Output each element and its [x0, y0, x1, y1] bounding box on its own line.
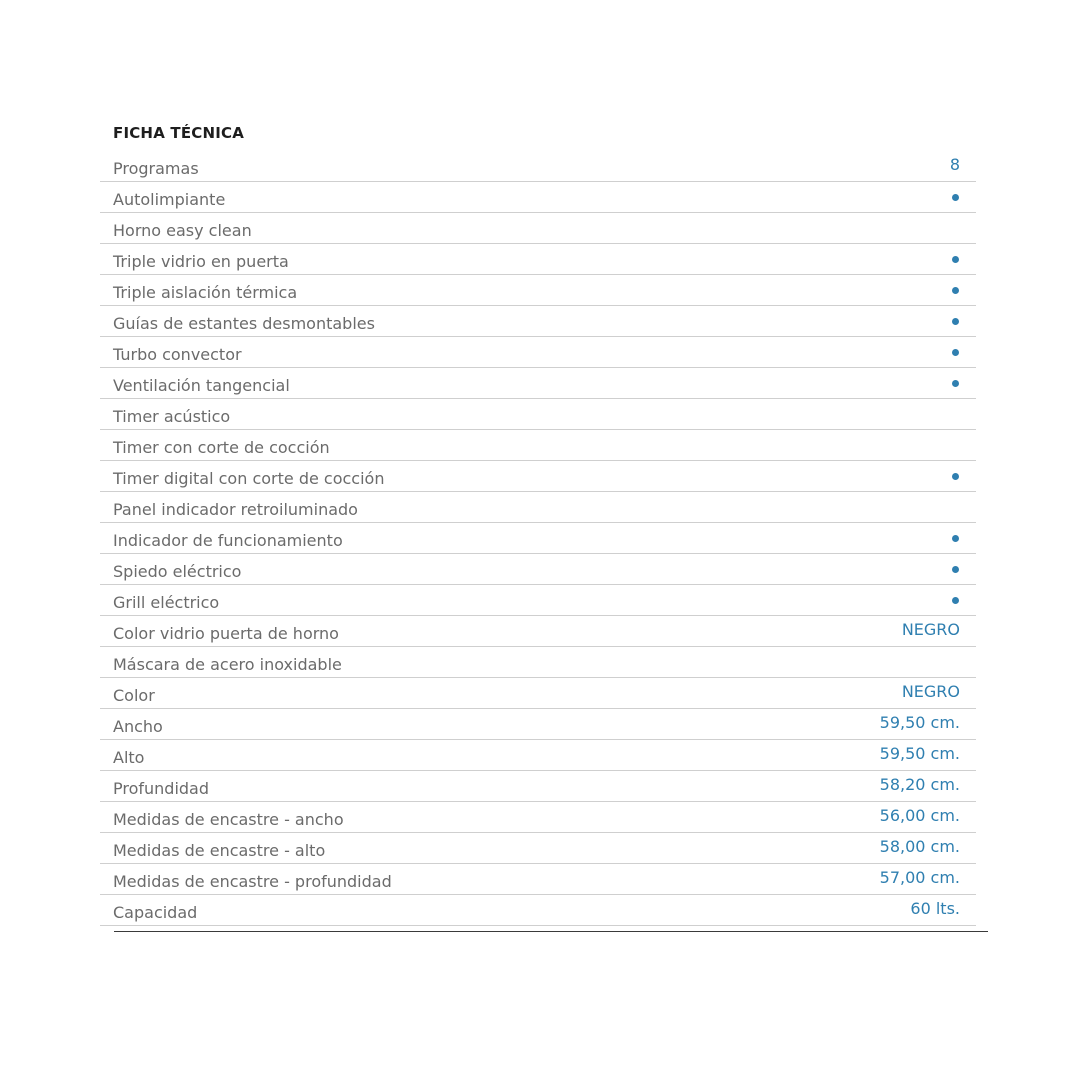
spec-label: Color vidrio puerta de horno	[113, 624, 339, 643]
spec-row	[100, 151, 976, 182]
spec-row	[100, 399, 976, 430]
included-dot-icon	[952, 566, 959, 573]
spec-row	[100, 492, 976, 523]
spec-label: Medidas de encastre - ancho	[113, 810, 344, 829]
spec-label: Medidas de encastre - alto	[113, 841, 326, 860]
spec-label: Timer digital con corte de cocción	[113, 469, 385, 488]
included-dot-icon	[952, 349, 959, 356]
spec-row	[100, 771, 976, 802]
included-dot-icon	[952, 194, 959, 201]
spec-label: Color	[113, 686, 155, 705]
spec-label: Triple aislación térmica	[113, 283, 298, 302]
spec-row	[100, 802, 976, 833]
spec-value: 59,50 cm.	[879, 713, 960, 732]
spec-row	[100, 368, 976, 399]
included-dot-icon	[952, 256, 959, 263]
spec-label: Timer con corte de cocción	[113, 438, 330, 457]
spec-row	[100, 430, 976, 461]
spec-label: Máscara de acero inoxidable	[113, 655, 342, 674]
spec-row	[100, 895, 976, 926]
spec-label: Programas	[113, 159, 199, 178]
spec-value: 58,20 cm.	[879, 775, 960, 794]
spec-row	[100, 461, 976, 492]
spec-row	[100, 678, 976, 709]
spec-label: Ventilación tangencial	[113, 376, 290, 395]
spec-label: Spiedo eléctrico	[113, 562, 242, 581]
spec-row	[100, 585, 976, 616]
spec-row	[100, 554, 976, 585]
spec-value: 60 lts.	[910, 899, 960, 918]
spec-label: Profundidad	[113, 779, 210, 798]
spec-value: NEGRO	[901, 620, 960, 639]
sheet-title: FICHA TÉCNICA	[113, 124, 245, 142]
spec-row	[100, 182, 976, 213]
spec-row	[100, 523, 976, 554]
spec-row	[100, 864, 976, 895]
spec-label: Turbo convector	[113, 345, 242, 364]
spec-label: Autolimpiante	[113, 190, 226, 209]
included-dot-icon	[952, 287, 959, 294]
spec-row	[100, 337, 976, 368]
spec-list	[100, 151, 976, 926]
spec-label: Guías de estantes desmontables	[113, 314, 375, 333]
spec-row	[100, 275, 976, 306]
spec-value: 58,00 cm.	[879, 837, 960, 856]
spec-row	[100, 740, 976, 771]
spec-label: Ancho	[113, 717, 163, 736]
spec-row	[100, 306, 976, 337]
spec-label: Triple vidrio en puerta	[113, 252, 289, 271]
spec-row	[100, 213, 976, 244]
spec-label: Capacidad	[113, 903, 198, 922]
spec-value: 56,00 cm.	[879, 806, 960, 825]
spec-row	[100, 833, 976, 864]
included-dot-icon	[952, 535, 959, 542]
included-dot-icon	[952, 597, 959, 604]
spec-label: Alto	[113, 748, 145, 767]
spec-label: Panel indicador retroiluminado	[113, 500, 358, 519]
spec-label: Timer acústico	[113, 407, 231, 426]
spec-value: 57,00 cm.	[879, 868, 960, 887]
spec-label: Medidas de encastre - profundidad	[113, 872, 392, 891]
spec-label: Horno easy clean	[113, 221, 252, 240]
spec-label: Indicador de funcionamiento	[113, 531, 343, 550]
spec-value: 8	[949, 155, 960, 174]
spec-value: 59,50 cm.	[879, 744, 960, 763]
spec-row	[100, 709, 976, 740]
spec-value: NEGRO	[901, 682, 960, 701]
spec-row	[100, 647, 976, 678]
spec-row	[100, 244, 976, 275]
spec-label: Grill eléctrico	[113, 593, 220, 612]
bottom-divider	[114, 931, 988, 932]
included-dot-icon	[952, 473, 959, 480]
included-dot-icon	[952, 318, 959, 325]
spec-row	[100, 616, 976, 647]
included-dot-icon	[952, 380, 959, 387]
